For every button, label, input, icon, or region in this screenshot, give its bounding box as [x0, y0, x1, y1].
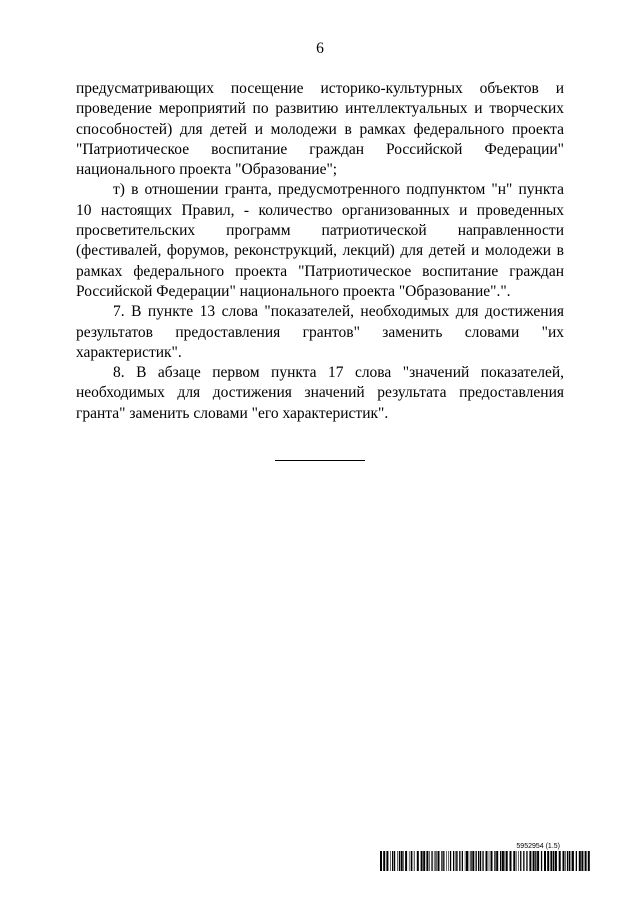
barcode-label: 5952954 (1.5) — [516, 843, 560, 850]
paragraph-continuation: предусматривающих посещение историко-культурных объектов и проведение мероприятий по развитию интеллектуальных и творческих способностей) для детей и молодежи в рамках федерального проекта "Патриотическое воспитание граждан Российской Федерации" национального проекта "Образование"; — [76, 80, 564, 179]
paragraph-item-7: 7. В пункте 13 слова "показателей, необходимых для достижения результатов предоставления грантов" заменить словами "их характеристик". — [76, 303, 564, 361]
barcode-block — [380, 842, 590, 871]
paragraph-item-8: 8. В абзаце первом пункта 17 слова "значений показателей, необходимых для достижения значений результата предоставления гранта" заменить словами "его характеристик". — [76, 364, 564, 422]
end-separator-line — [275, 460, 365, 461]
document-body — [76, 79, 564, 424]
barcode-icon — [380, 851, 590, 871]
page-number: 6 — [316, 40, 324, 57]
paragraph-subitem-t: т) в отношении гранта, предусмотренного подпунктом "н" пункта 10 настоящих Правил, - количество организованных и проведенных просветительских программ патриотической направленности (фестивалей, форумов, реконструкций, лекций) для детей и молодежи в рамках федерального проекта "Патриотическое воспитание граждан Российской Федерации" национального проекта "Образование".". — [76, 181, 564, 300]
